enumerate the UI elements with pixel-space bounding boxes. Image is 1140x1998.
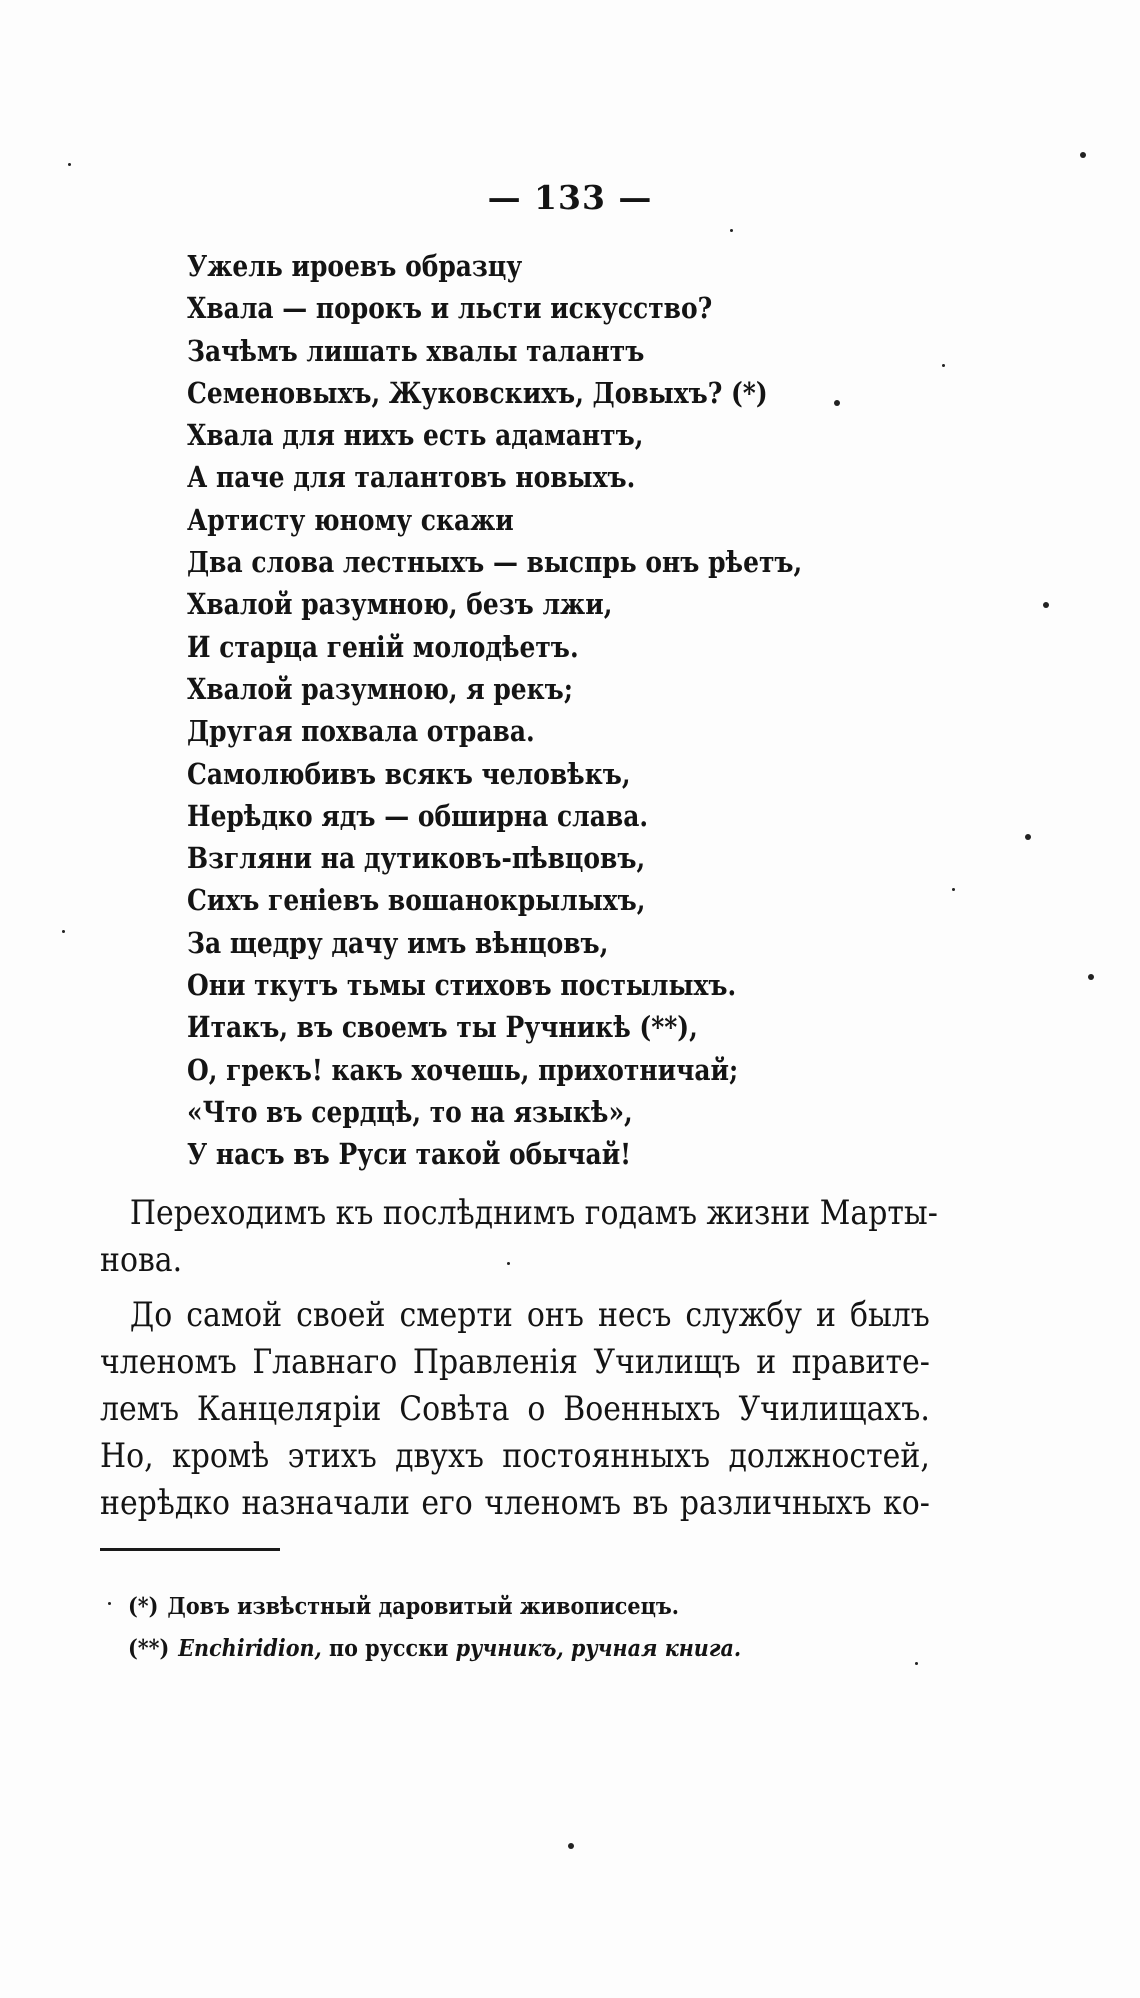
footnote-text: Довъ извѣстный даровитый живописецъ. [167, 1593, 679, 1620]
poem-line: Нерѣдко ядъ — обширна слава. [187, 798, 649, 833]
poem-line: Взгляни на дутиковъ-пѣвцовъ, [187, 841, 646, 876]
poem-stanza [187, 245, 907, 1176]
poem-line: Они ткутъ тьмы стиховъ постылыхъ. [187, 968, 737, 1003]
scan-speck [507, 1262, 510, 1265]
scan-speck [730, 229, 733, 232]
poem-line: И старца геній молодѣетъ. [187, 629, 579, 664]
poem-line: За щедру дачу имъ вѣнцовъ, [187, 925, 609, 960]
poem-line: О, грекъ! какъ хочешь, прихотничай; [187, 1052, 739, 1087]
poem-line: У насъ въ Руси такой обычай! [187, 1137, 632, 1172]
poem-line: Хвалой разумною, безъ лжи, [187, 587, 613, 622]
poem-line: Два слова лестныхъ — выспрь онъ рѣетъ, [187, 545, 803, 580]
footnote-marker: (**) [128, 1635, 170, 1662]
scan-speck [62, 930, 65, 933]
paragraph-line: членомъ Главнаго Правленія Училищъ и правите- [100, 1342, 930, 1382]
scan-speck [568, 1843, 574, 1849]
poem-line: Артисту юному скажи [187, 502, 514, 537]
poem-line: Самолюбивъ всякъ человѣкъ, [187, 756, 631, 791]
page-number: — 133 — [487, 178, 653, 217]
paragraph-line: нова. [100, 1240, 183, 1280]
poem-line: Итакъ, въ своемъ ты Ручникѣ (**), [187, 1010, 698, 1045]
poem-line: Зачѣмъ лишать хвалы талантъ [187, 333, 645, 368]
paragraph-line: лемъ Канцеляріи Совѣта о Военныхъ Училищахъ. [100, 1389, 930, 1429]
paragraph-line: Переходимъ къ послѣднимъ годамъ жизни Марты- [129, 1193, 938, 1233]
footnote-text: по русски [321, 1635, 456, 1662]
footnote-translation: ручникъ, ручная книга. [455, 1635, 742, 1662]
footnote-divider [100, 1548, 280, 1551]
scan-speck [942, 364, 945, 367]
scan-speck [108, 1602, 111, 1605]
poem-line: Хвалой разумною, я рекъ; [187, 671, 573, 706]
scan-speck [915, 1662, 918, 1665]
scan-speck [834, 400, 840, 406]
scan-speck [1025, 834, 1031, 840]
body-text [100, 1190, 938, 1527]
footnote-term: Enchiridion, [178, 1635, 322, 1662]
poem-line: Другая похвала отрава. [187, 714, 535, 749]
poem-line: Ужель ироевъ образцу [187, 249, 523, 283]
scan-speck [1043, 602, 1049, 608]
poem-line: Семеновыхъ, Жуковскихъ, Довыхъ? (*) [187, 375, 768, 410]
poem-line: Хвала — порокъ и льсти искусство? [187, 291, 713, 326]
footnote-2 [128, 1628, 830, 1670]
scan-speck [68, 163, 71, 166]
scan-speck [1080, 152, 1086, 158]
scan-speck [1088, 974, 1094, 980]
scan-speck [952, 888, 955, 891]
poem-line: «Что въ сердцѣ, то на языкѣ», [187, 1094, 633, 1129]
paragraph-line: До самой своей смерти онъ несъ службу и былъ [129, 1295, 930, 1335]
paragraph-line: нерѣдко назначали его членомъ въ различныхъ ко- [100, 1483, 930, 1523]
paragraph-line: Но, кромѣ этихъ двухъ постоянныхъ должностей, [100, 1436, 930, 1476]
poem-line: А паче для талантовъ новыхъ. [187, 460, 636, 495]
footnote-1 [128, 1586, 830, 1628]
footnote-marker: (*) [128, 1593, 159, 1620]
poem-line: Сихъ геніевъ вошанокрылыхъ, [187, 883, 646, 918]
poem-line: Хвала для нихъ есть адамантъ, [187, 418, 644, 453]
footnotes [128, 1586, 908, 1670]
